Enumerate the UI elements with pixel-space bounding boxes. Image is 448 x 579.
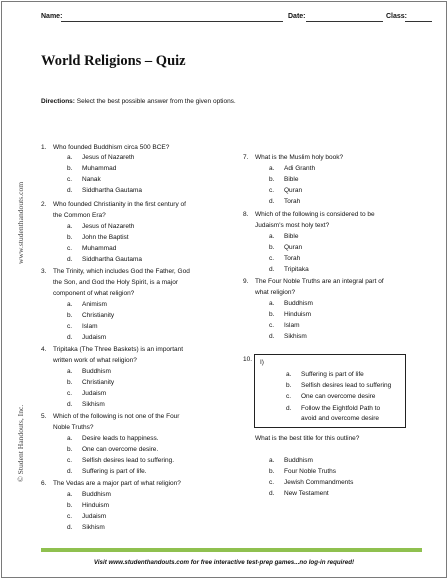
option-letter: c. <box>67 176 73 183</box>
option-text: Muhammad <box>82 245 117 252</box>
class-field[interactable] <box>405 21 432 22</box>
option-text: Jesus of Nazareth <box>82 154 135 161</box>
question-text: What is the Muslim holy book? <box>255 154 344 161</box>
option-text: Hinduism <box>82 502 110 509</box>
directions <box>41 98 236 105</box>
option-letter: d. <box>269 198 275 205</box>
answer-option[interactable] <box>67 399 105 410</box>
option-letter: b. <box>67 446 73 453</box>
outline-roman: I) <box>260 359 264 366</box>
answer-option[interactable] <box>67 310 114 321</box>
option-letter: b. <box>67 234 73 241</box>
question-text: Which of the following is not one of the Four <box>53 413 180 420</box>
option-letter: c. <box>269 187 275 194</box>
date-label: Date: <box>288 13 306 20</box>
answer-option[interactable] <box>67 299 107 310</box>
answer-option[interactable] <box>269 242 302 253</box>
option-letter: b. <box>269 311 275 318</box>
option-letter: a. <box>269 457 275 464</box>
answer-option[interactable] <box>67 377 114 388</box>
option-text: Buddhism <box>284 300 313 307</box>
option-letter: d. <box>67 187 73 194</box>
option-text: Quran <box>284 187 303 194</box>
option-text: Siddhartha Gautama <box>82 187 142 194</box>
answer-option[interactable] <box>67 232 129 243</box>
answer-option[interactable] <box>67 455 174 466</box>
question-number: 4. <box>41 346 47 353</box>
outline-letter: d. <box>286 405 292 412</box>
option-text: Judaism <box>82 513 107 520</box>
option-text: Nanak <box>82 176 101 183</box>
option-letter: c. <box>269 255 275 262</box>
option-letter: c. <box>269 322 275 329</box>
question-text: Tripitaka (The Three Baskets) is an important <box>53 346 184 353</box>
answer-option[interactable] <box>67 221 134 232</box>
option-text: Christianity <box>82 379 115 386</box>
outline-text: Follow the Eightfold Path to <box>301 405 381 412</box>
answer-option[interactable] <box>67 388 106 399</box>
option-letter: a. <box>67 435 73 442</box>
answer-option[interactable] <box>269 331 307 342</box>
answer-option[interactable] <box>269 298 313 309</box>
option-letter: b. <box>269 244 275 251</box>
option-letter: d. <box>269 490 275 497</box>
option-letter: b. <box>67 502 73 509</box>
question-number: 3. <box>41 268 47 275</box>
option-text: Bible <box>284 176 299 183</box>
question-text: Who founded Christianity in the first century of <box>53 201 186 208</box>
answer-option[interactable] <box>269 466 336 477</box>
answer-option[interactable] <box>67 321 98 332</box>
option-letter: c. <box>67 457 73 464</box>
option-text: Selfish desires lead to suffering. <box>82 457 175 464</box>
option-letter: a. <box>67 491 73 498</box>
option-text: Tripitaka <box>284 266 309 273</box>
option-letter: b. <box>67 165 73 172</box>
option-text: Sikhism <box>82 401 105 408</box>
outline-text: Selfish desires lead to suffering <box>301 382 392 389</box>
option-text: Siddhartha Gautama <box>82 256 142 263</box>
option-letter: c. <box>67 513 73 520</box>
option-text: Quran <box>284 244 303 251</box>
option-text: Animism <box>82 301 107 308</box>
question-number: 1. <box>41 144 47 151</box>
answer-option[interactable] <box>67 174 101 185</box>
option-letter: c. <box>67 323 73 330</box>
answer-option[interactable] <box>67 522 105 533</box>
answer-option[interactable] <box>67 366 111 377</box>
answer-option[interactable] <box>269 253 300 264</box>
answer-option[interactable] <box>67 433 159 444</box>
question-number: 5. <box>41 413 47 420</box>
option-text: Judaism <box>82 334 107 341</box>
outline-text: avoid and overcome desire <box>301 415 380 422</box>
name-field[interactable] <box>61 21 283 22</box>
option-letter: a. <box>67 301 73 308</box>
option-text: Christianity <box>82 312 115 319</box>
option-text: One can overcome desire. <box>82 446 159 453</box>
option-letter: c. <box>67 245 73 252</box>
option-text: Buddhism <box>284 457 313 464</box>
outline-item <box>286 391 375 402</box>
answer-option[interactable] <box>67 489 111 500</box>
answer-option[interactable] <box>67 152 134 163</box>
footer-text: Visit www.studenthandouts.com for free interactive test-prep games...no log-in required! <box>93 559 355 566</box>
option-text: Islam <box>82 323 98 330</box>
answer-option[interactable] <box>67 163 116 174</box>
option-letter: d. <box>67 401 73 408</box>
outline-letter: a. <box>286 371 292 378</box>
answer-option[interactable] <box>269 163 315 174</box>
answer-option[interactable] <box>269 320 300 331</box>
answer-option[interactable] <box>67 243 116 254</box>
outline-item <box>286 413 379 424</box>
side-copyright-text: © Student Handouts, Inc. <box>16 404 25 482</box>
option-text: Suffering is part of life. <box>82 468 147 475</box>
outline-letter: b. <box>286 382 292 389</box>
option-text: Sikhism <box>284 333 307 340</box>
class-label: Class: <box>386 13 408 20</box>
question-text: The Four Noble Truths are an integral part of <box>255 278 384 285</box>
question-text: Who founded Buddhism circa 500 BCE? <box>53 144 170 151</box>
option-text: Torah <box>284 198 301 205</box>
date-field[interactable] <box>306 21 383 22</box>
option-text: Islam <box>284 322 300 329</box>
option-text: Torah <box>284 255 301 262</box>
option-text: Judaism <box>82 390 107 397</box>
option-letter: a. <box>67 154 73 161</box>
option-letter: c. <box>67 390 73 397</box>
option-letter: b. <box>67 379 73 386</box>
option-letter: d. <box>67 468 73 475</box>
question-text: What is the best title for this outline? <box>255 435 360 442</box>
question-text: the Son, and God the Holy Spirit, is a major <box>53 279 179 286</box>
option-text: Jewish Commandments <box>284 479 354 486</box>
option-letter: a. <box>269 233 275 240</box>
answer-option[interactable] <box>269 174 298 185</box>
option-text: Adi Granth <box>284 165 316 172</box>
option-text: Four Noble Truths <box>284 468 337 475</box>
option-letter: d. <box>269 333 275 340</box>
option-text: Buddhism <box>82 368 111 375</box>
outline-text: One can overcome desire <box>301 393 376 400</box>
option-text: New Testament <box>284 490 329 497</box>
option-letter: b. <box>67 312 73 319</box>
answer-option[interactable] <box>67 254 142 265</box>
outline-text: Suffering is part of life <box>301 371 364 378</box>
side-url-text: www.studenthandouts.com <box>16 181 25 264</box>
answer-option[interactable] <box>269 264 309 275</box>
question-number: 9. <box>243 278 249 285</box>
option-letter: d. <box>269 266 275 273</box>
option-letter: a. <box>269 300 275 307</box>
directions-text: Select the best possible answer from the given options. <box>74 98 236 105</box>
option-text: John the Baptist <box>82 234 129 241</box>
footer-bar <box>41 548 422 552</box>
option-letter: a. <box>269 165 275 172</box>
option-text: Sikhism <box>82 524 105 531</box>
question-text: written work of what religion? <box>53 357 137 364</box>
outline-item <box>286 380 391 391</box>
answer-option[interactable] <box>67 444 158 455</box>
question-text: The Trinity, which includes God the Father, God <box>53 268 190 275</box>
option-text: Bible <box>284 233 299 240</box>
question-text: Noble Truths? <box>53 424 94 431</box>
answer-option[interactable] <box>269 231 298 242</box>
answer-option[interactable] <box>269 477 353 488</box>
option-text: Muhammad <box>82 165 117 172</box>
directions-label: Directions: <box>41 98 75 105</box>
option-letter: d. <box>67 524 73 531</box>
answer-option[interactable] <box>67 185 142 196</box>
option-text: Buddhism <box>82 491 111 498</box>
question-number: 6. <box>41 480 47 487</box>
answer-option[interactable] <box>269 309 311 320</box>
answer-option[interactable] <box>67 332 106 343</box>
option-text: Desire leads to happiness. <box>82 435 159 442</box>
option-letter: a. <box>67 223 73 230</box>
answer-option[interactable] <box>269 488 329 499</box>
question-text: The Vedas are a major part of what religion? <box>53 480 181 487</box>
option-letter: b. <box>269 176 275 183</box>
question-text: component of what religion? <box>53 290 135 297</box>
answer-option[interactable] <box>269 196 300 207</box>
option-letter: d. <box>67 256 73 263</box>
answer-option[interactable] <box>67 500 109 511</box>
question-number: 7. <box>243 154 249 161</box>
question-text: Judaism's most holy text? <box>255 222 330 229</box>
option-text: Jesus of Nazareth <box>82 223 135 230</box>
answer-option[interactable] <box>269 455 313 466</box>
answer-option[interactable] <box>67 466 147 477</box>
option-letter: b. <box>269 468 275 475</box>
question-number: 2. <box>41 201 47 208</box>
outline-item <box>286 369 364 380</box>
option-letter: a. <box>67 368 73 375</box>
answer-option[interactable] <box>269 185 302 196</box>
option-letter: d. <box>67 334 73 341</box>
option-text: Hinduism <box>284 311 312 318</box>
question-number: 10. <box>243 356 253 363</box>
outline-letter: c. <box>286 393 292 400</box>
question-text: Which of the following is considered to be <box>255 211 375 218</box>
question-number: 8. <box>243 211 249 218</box>
option-letter: c. <box>269 479 275 486</box>
answer-option[interactable] <box>67 511 106 522</box>
name-label: Name: <box>41 13 63 20</box>
question-text: what religion? <box>255 289 296 296</box>
question-text: the Common Era? <box>53 212 106 219</box>
page-title: World Religions – Quiz <box>41 53 186 69</box>
